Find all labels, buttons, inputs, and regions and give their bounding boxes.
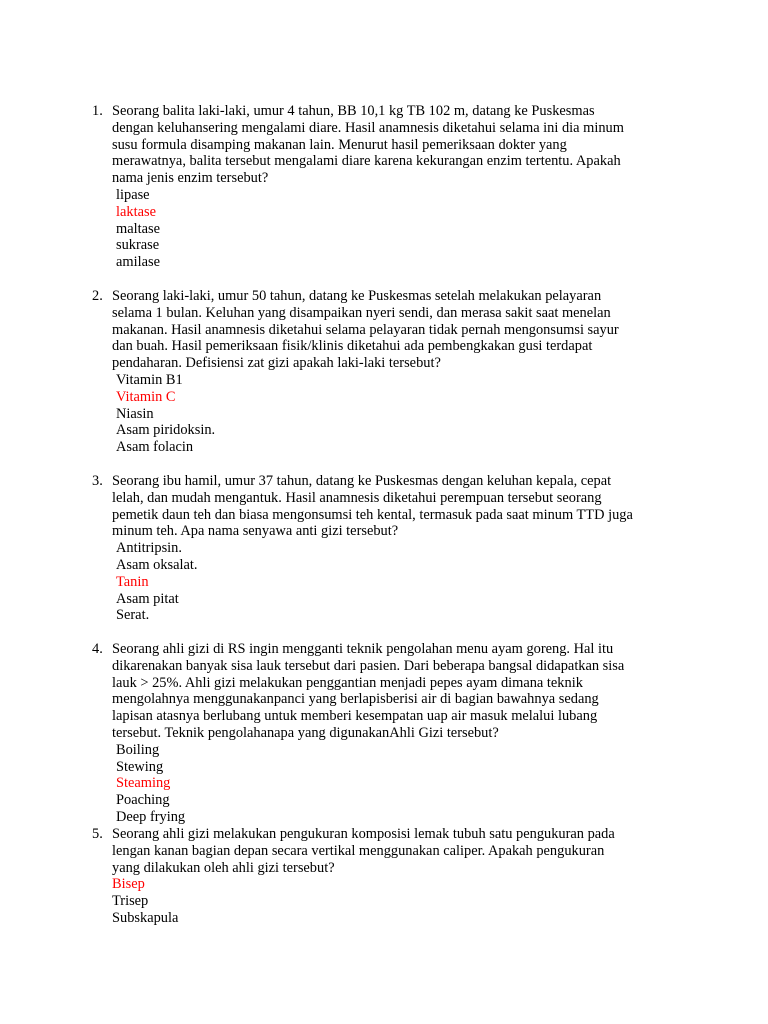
- question-2: [92, 288, 692, 456]
- question-number: 5.: [92, 826, 103, 842]
- question-text: Seorang ahli gizi melakukan pengukuran komposisi lemak tubuh satu pengukuran pada lengan kanan bagian depan secara vertikal menggunakan caliper. Apakah pengukuran yang dilakukan oleh ahli gizi tersebut?: [112, 826, 615, 876]
- question-3: [92, 473, 692, 624]
- option-item: Antitripsin.: [116, 540, 182, 557]
- option-item: lipase: [116, 186, 150, 203]
- option-item: Boiling: [116, 741, 160, 758]
- option-item: sukrase: [116, 237, 160, 254]
- option-item: Asam piridoksin.: [116, 422, 216, 439]
- option-item-correct: Bisep: [112, 876, 145, 893]
- question-text: Seorang balita laki-laki, umur 4 tahun, BB 10,1 kg TB 102 m, datang ke Puskesmas dengan keluhansering mengalami diare. Hasil anamnesis diketahui selama ini dia minum susu formula disamping makanan lain. Menurut hasil pemeriksaan dokter yang merawatnya, balita tersebut mengalami diare karena kekurangan enzim tertentu. Apakah nama jenis enzim tersebut?: [112, 103, 624, 187]
- options-list: [92, 540, 692, 624]
- option-item: Stewing: [116, 758, 164, 775]
- option-item: Asam oksalat.: [116, 556, 198, 573]
- option-item: Deep frying: [116, 808, 186, 825]
- question-text: Seorang ibu hamil, umur 37 tahun, datang ke Puskesmas dengan keluhan kepala, cepat lelah, dan mudah mengantuk. Hasil anamnesis diketahui perempuan tersebut seorang pemetik daun teh dan biasa mengonsumsi teh kental, termasuk pada saat minum TTD juga minum teh. Apa nama senyawa anti gizi tersebut?: [112, 473, 633, 540]
- option-item: Asam pitat: [116, 590, 179, 607]
- question-text: Seorang laki-laki, umur 50 tahun, datang ke Puskesmas setelah melakukan pelayaran selama 1 bulan. Keluhan yang disampaikan nyeri sendi, dan merasa sakit saat menelan makanan. Hasil anamnesis diketahui selama pelayaran tidak pernah mengonsumsi sayur dan buah. Hasil pemeriksaan fisik/klinis diketahui ada pembengkakan gusi terdapat pendaharan. Defisiensi zat gizi apakah laki-laki tersebut?: [112, 288, 619, 372]
- option-item-correct: Vitamin C: [116, 388, 176, 405]
- question-number: 1.: [92, 103, 103, 119]
- option-item-correct: laktase: [116, 203, 156, 220]
- option-item: maltase: [116, 220, 160, 237]
- options-list: [92, 372, 692, 456]
- option-item: amilase: [116, 254, 160, 271]
- option-item: Poaching: [116, 792, 170, 809]
- option-item-correct: Tanin: [116, 573, 149, 590]
- question-number: 3.: [92, 473, 103, 489]
- question-4: [92, 641, 692, 826]
- question-number: 4.: [92, 641, 103, 657]
- option-item: Serat.: [116, 607, 150, 624]
- options-list: [92, 876, 692, 926]
- options-list: [92, 187, 692, 271]
- question-text: Seorang ahli gizi di RS ingin mengganti teknik pengolahan menu ayam goreng. Hal itu dikarenakan banyak sisa lauk tersebut dari pasien. Dari beberapa bangsal didapatkan sisa lauk > 25%. Ahli gizi melakukan penggantian menjadi pepes ayam dimana teknik mengolahnya menggunakanpanci yang berlapisberisi air di bagian bawahnya sedang lapisan atasnya berlubang untuk memberi kesempatan uap air masuk melalui lubang tersebut. Teknik pengolahanapa yang digunakanAhli Gizi tersebut?: [112, 641, 625, 741]
- option-item-correct: Steaming: [116, 775, 171, 792]
- option-item: Vitamin B1: [116, 371, 183, 388]
- option-item: Asam folacin: [116, 439, 194, 456]
- option-item: Trisep: [112, 893, 149, 910]
- question-5: [92, 826, 692, 927]
- options-list: [92, 742, 692, 826]
- option-item: Niasin: [116, 405, 154, 422]
- option-item: Subskapula: [112, 909, 179, 926]
- question-number: 2.: [92, 288, 103, 304]
- question-1: [92, 103, 692, 271]
